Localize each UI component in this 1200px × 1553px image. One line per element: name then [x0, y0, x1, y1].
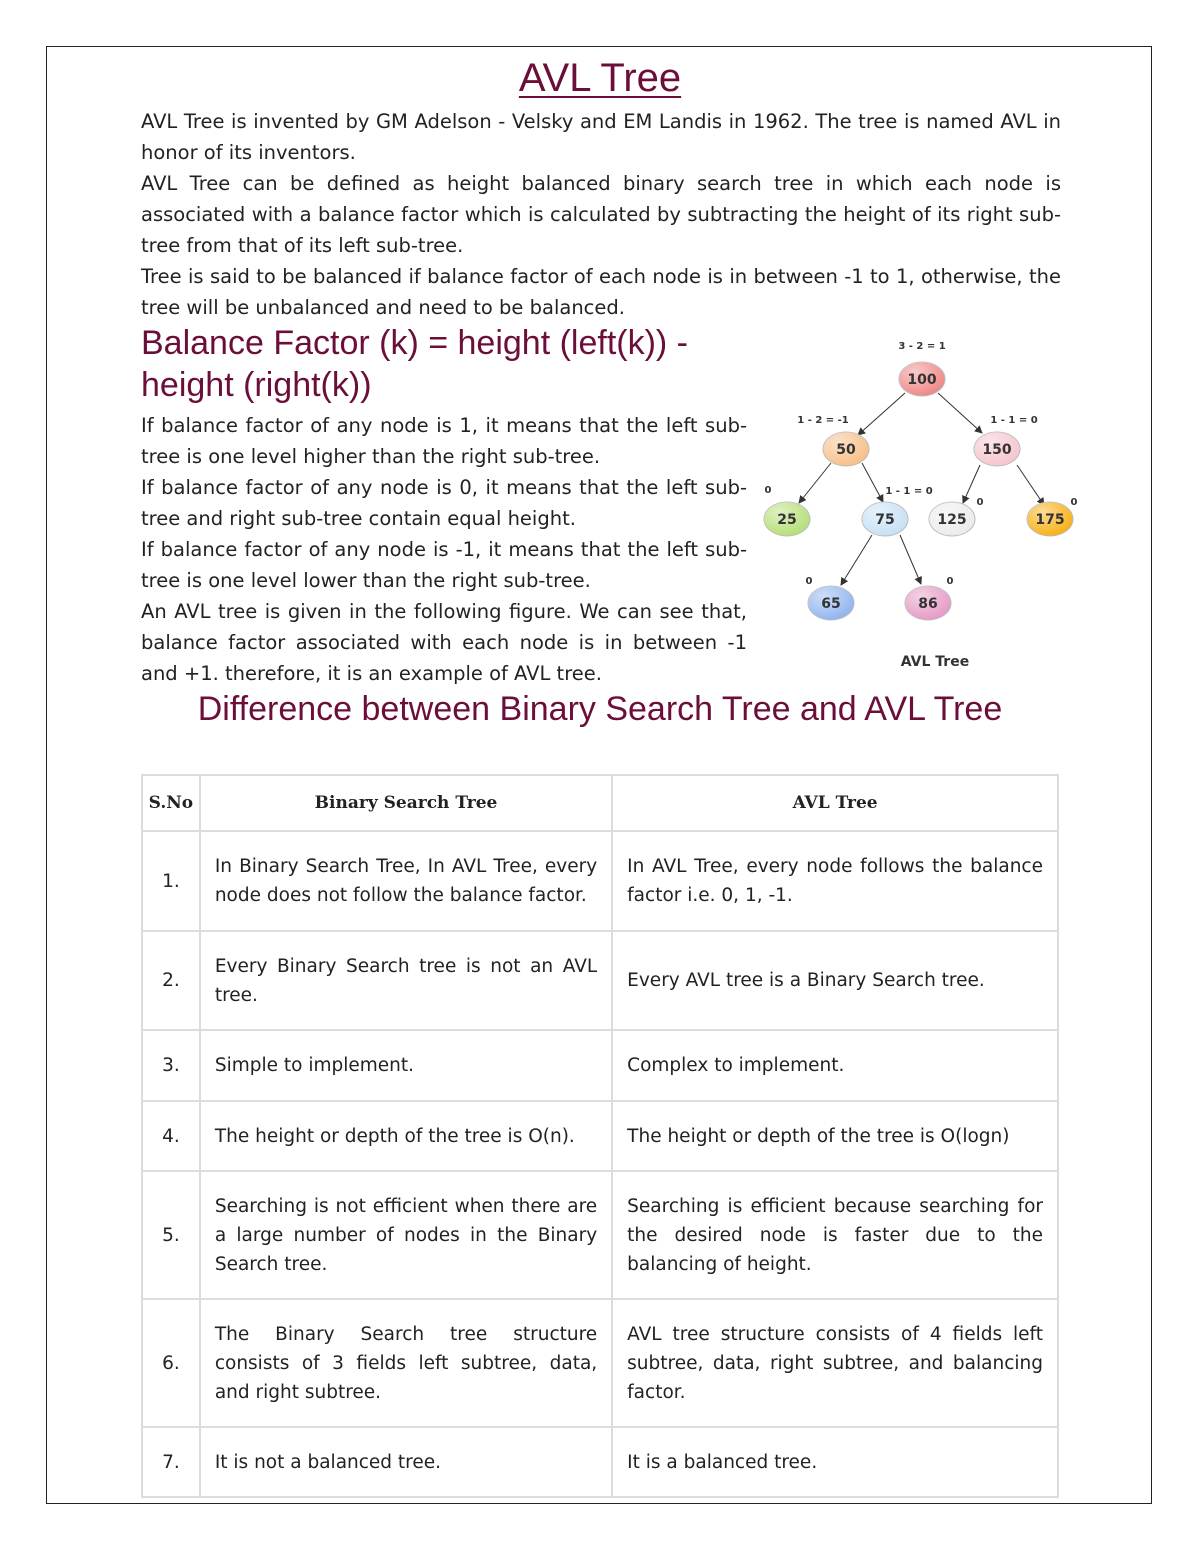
bst-cell: Simple to implement.	[200, 1030, 612, 1101]
header-sno: S.No	[142, 775, 200, 831]
tree-node-86	[905, 576, 954, 620]
balance-label: 0	[946, 576, 954, 587]
balance-label: 3 - 2 = 1	[898, 341, 946, 352]
table-row	[142, 1171, 1058, 1299]
row-number: 3.	[142, 1030, 200, 1101]
svg-text:175: 175	[1035, 512, 1065, 528]
svg-text:100: 100	[907, 372, 937, 388]
avl-cell: AVL tree structure consists of 4 fields left subtree, data, right subtree, and balancing factor.	[612, 1299, 1058, 1427]
intro-paragraph: Tree is said to be balanced if balance factor of each node is in between -1 to 1, otherwise, the tree will be unbalanced and need to be balanced.	[141, 265, 1061, 319]
balance-paragraph: An AVL tree is given in the following figure. We can see that, balance factor associated with each node is in between -1 and +1. therefore, it is an example of AVL tree.	[141, 600, 747, 685]
table-header-row	[142, 775, 1058, 831]
table-row	[142, 1427, 1058, 1497]
difference-heading: Difference between Binary Search Tree and AVL Tree	[197, 690, 1003, 728]
table-row	[142, 931, 1058, 1030]
balance-paragraph: If balance factor of any node is 0, it means that the left sub-tree and right sub-tree contain equal height.	[141, 476, 747, 530]
balance-factor-section	[141, 410, 747, 689]
tree-node-100	[898, 341, 945, 396]
balance-factor-heading: Balance Factor (k) = height (left(k)) - height (right(k))	[141, 324, 689, 404]
avl-cell: Every AVL tree is a Binary Search tree.	[612, 931, 1058, 1030]
balance-label: 1 - 1 = 0	[990, 415, 1038, 426]
edge-50-75	[862, 463, 883, 502]
intro-paragraph: AVL Tree is invented by GM Adelson - Velsky and EM Landis in 1962. The tree is named AVL in honor of its inventors.	[141, 110, 1061, 164]
svg-text:65: 65	[821, 596, 841, 612]
tree-node-65	[806, 576, 854, 620]
figure-caption: AVL Tree	[900, 654, 970, 670]
svg-text:150: 150	[982, 442, 1012, 458]
svg-text:50: 50	[836, 442, 856, 458]
bst-cell: Searching is not efficient when there are a large number of nodes in the Binary Search tree.	[200, 1171, 612, 1299]
svg-text:25: 25	[777, 512, 797, 528]
edge-100-150	[938, 393, 982, 433]
avl-tree-diagram	[755, 330, 1105, 675]
tree-node-25	[764, 485, 810, 536]
bst-cell: The Binary Search tree structure consists of 3 fields left subtree, data, and right subtree.	[200, 1299, 612, 1427]
balance-label: 0	[805, 576, 813, 587]
row-number: 4.	[142, 1101, 200, 1171]
row-number: 2.	[142, 931, 200, 1030]
table-row	[142, 1101, 1058, 1171]
balance-label: 0	[1070, 497, 1078, 508]
svg-text:75: 75	[875, 512, 895, 528]
edge-150-175	[1017, 465, 1044, 505]
header-avl: AVL Tree	[612, 775, 1058, 831]
row-number: 6.	[142, 1299, 200, 1427]
edge-100-50	[858, 393, 905, 435]
header-bst: Binary Search Tree	[200, 775, 612, 831]
tree-node-175	[1027, 497, 1078, 536]
svg-text:125: 125	[937, 512, 967, 528]
avl-cell: The height or depth of the tree is O(logn)	[612, 1101, 1058, 1171]
edge-50-25	[799, 463, 831, 503]
edge-75-65	[841, 535, 872, 585]
row-number: 5.	[142, 1171, 200, 1299]
svg-text:86: 86	[918, 596, 938, 612]
tree-node-125	[929, 497, 984, 536]
balance-paragraph: If balance factor of any node is 1, it means that the left sub-tree is one level higher than the right sub-tree.	[141, 414, 747, 468]
table-row	[142, 1299, 1058, 1427]
row-number: 1.	[142, 831, 200, 931]
balance-label: 0	[976, 497, 984, 508]
avl-cell: Searching is efficient because searching for the desired node is faster due to the balancing of height.	[612, 1171, 1058, 1299]
bst-cell: It is not a balanced tree.	[200, 1427, 612, 1497]
balance-label: 1 - 2 = -1	[797, 415, 849, 426]
balance-label: 0	[764, 485, 772, 496]
table-row	[142, 831, 1058, 931]
bst-cell: The height or depth of the tree is O(n).	[200, 1101, 612, 1171]
tree-node-75	[862, 486, 933, 536]
tree-node-50	[797, 415, 869, 466]
avl-cell: In AVL Tree, every node follows the balance factor i.e. 0, 1, -1.	[612, 831, 1058, 931]
intro-section	[141, 106, 1061, 323]
intro-paragraph: AVL Tree can be defined as height balanced binary search tree in which each node is associated with a balance factor which is calculated by subtracting the height of its right sub-tree from that of its left sub-tree.	[141, 172, 1061, 257]
balance-paragraph: If balance factor of any node is -1, it means that the left sub-tree is one level lower than the right sub-tree.	[141, 538, 747, 592]
table-row	[142, 1030, 1058, 1101]
tree-node-150	[974, 415, 1038, 466]
avl-tree-figure	[755, 330, 1105, 680]
comparison-table	[141, 774, 1059, 1498]
avl-cell: Complex to implement.	[612, 1030, 1058, 1101]
bst-cell: In Binary Search Tree, In AVL Tree, every node does not follow the balance factor.	[200, 831, 612, 931]
bst-cell: Every Binary Search tree is not an AVL tree.	[200, 931, 612, 1030]
balance-label: 1 - 1 = 0	[885, 486, 933, 497]
page-title: AVL Tree	[518, 56, 682, 100]
edge-75-86	[900, 535, 921, 584]
avl-cell: It is a balanced tree.	[612, 1427, 1058, 1497]
row-number: 7.	[142, 1427, 200, 1497]
